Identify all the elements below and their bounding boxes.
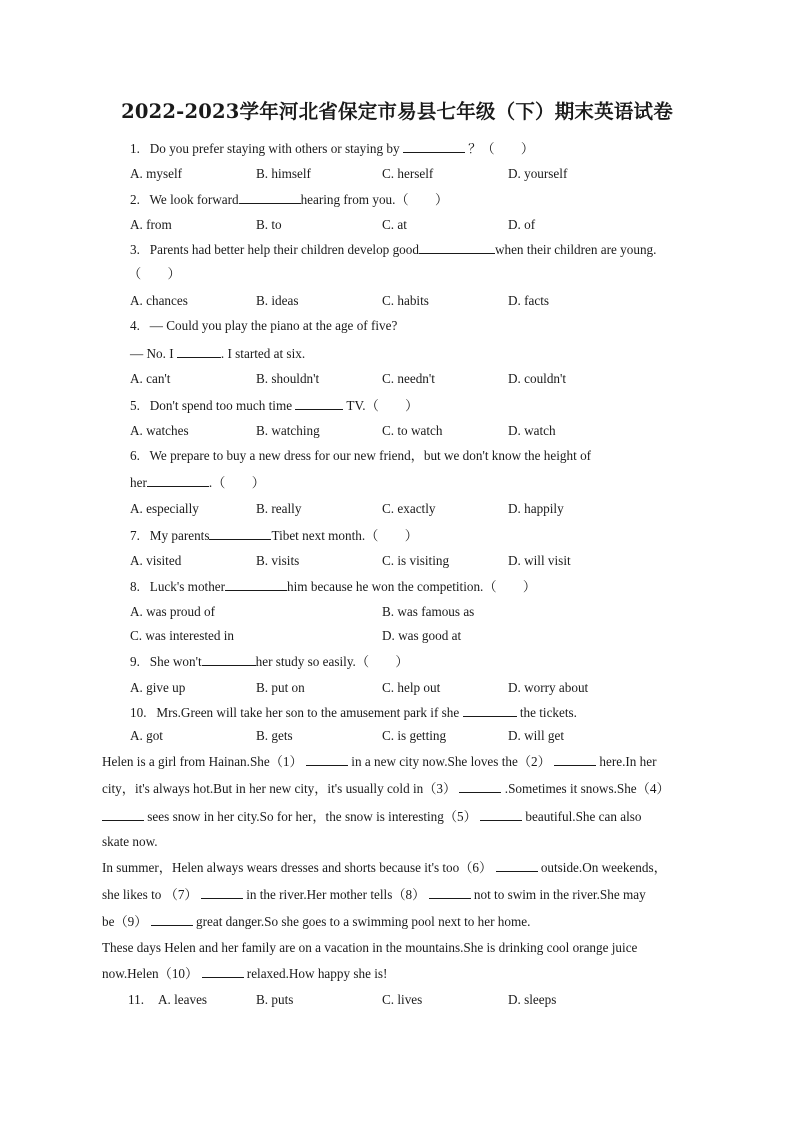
- question-text: — Could you play the piano at the age of five?: [149, 318, 398, 333]
- question-number: 9.: [130, 654, 140, 669]
- option-c[interactable]: C. habits: [382, 293, 429, 308]
- passage-text: here.In her: [596, 754, 657, 769]
- option-d[interactable]: D. will get: [508, 728, 565, 743]
- question-text: Luck's mother: [149, 579, 226, 594]
- question-text: Mrs.Green will take her son to the amusement park if she: [156, 705, 463, 720]
- answer-blank[interactable]: [225, 578, 287, 591]
- passage-line-6: [102, 886, 646, 903]
- question-number: 6.: [130, 448, 140, 463]
- passage-text: In summer，Helen always wears dresses and shorts because it's too（6）: [102, 860, 496, 875]
- option-d[interactable]: D. sleeps: [508, 992, 557, 1007]
- option-a[interactable]: A. myself: [130, 166, 183, 181]
- option-b[interactable]: B. visits: [256, 553, 300, 568]
- question-number: 3.: [130, 242, 140, 257]
- question-text: — No. I: [130, 346, 177, 361]
- passage-text: .Sometimes it snows.She（4）: [501, 781, 670, 796]
- option-a[interactable]: A. got: [130, 728, 163, 743]
- question-number: 2.: [130, 192, 140, 207]
- option-b[interactable]: B. was famous as: [382, 604, 475, 619]
- question-2-stem: [130, 191, 448, 208]
- question-text: the tickets.: [516, 705, 577, 720]
- passage-text: These days Helen and her family are on a vacation in the mountains.She is drinking cool orange juice: [102, 940, 638, 955]
- option-c[interactable]: C. is visiting: [382, 553, 450, 568]
- question-text: Parents had better help their children develop good: [149, 242, 419, 257]
- option-a[interactable]: A. from: [130, 217, 172, 232]
- passage-text: sees snow in her city.So for her，the snow is interesting（5）: [144, 809, 481, 824]
- question-text: her study so easily.（ ）: [255, 654, 409, 669]
- passage-line-5: [102, 859, 667, 876]
- option-a[interactable]: A. was proud of: [130, 604, 215, 619]
- question-1-stem: [130, 140, 534, 157]
- question-4-reply: [130, 345, 305, 362]
- question-4-stem: [130, 318, 397, 334]
- passage-text: outside.On weekends，: [537, 860, 667, 875]
- option-a[interactable]: A. chances: [130, 293, 188, 308]
- answer-blank[interactable]: [177, 345, 221, 358]
- answer-blank[interactable]: [463, 704, 517, 717]
- answer-blank[interactable]: [429, 886, 471, 899]
- answer-blank[interactable]: [102, 808, 144, 821]
- question-text: Tibet next month.（ ）: [271, 528, 418, 543]
- answer-blank[interactable]: [496, 859, 538, 872]
- passage-line-2: [102, 780, 670, 797]
- passage-text: skate now.: [102, 834, 158, 849]
- option-a[interactable]: A. watches: [130, 423, 189, 438]
- option-a[interactable]: A. visited: [130, 553, 182, 568]
- answer-blank[interactable]: [239, 191, 301, 204]
- option-d[interactable]: D. facts: [508, 293, 550, 308]
- question-6-cont: [130, 474, 265, 491]
- question-text: hearing from you.（ ）: [300, 192, 449, 207]
- option-c[interactable]: C. to watch: [382, 423, 443, 438]
- question-text: She won't: [149, 654, 202, 669]
- question-6-stem: [130, 448, 591, 464]
- question-text: ？（ ）: [464, 141, 535, 156]
- question-8-stem: [130, 578, 536, 595]
- option-b[interactable]: B. really: [256, 501, 302, 516]
- question-9-stem: [130, 653, 409, 670]
- option-c[interactable]: C. help out: [382, 680, 441, 695]
- option-c[interactable]: C. lives: [382, 992, 423, 1007]
- passage-text: city，it's always hot.But in her new city，it's usually cold in（3）: [102, 781, 460, 796]
- page-title: 2022-2023学年河北省保定市易县七年级（下）期末英语试卷: [121, 100, 673, 123]
- option-b[interactable]: B. ideas: [256, 293, 299, 308]
- option-c[interactable]: C. exactly: [382, 501, 436, 516]
- option-b[interactable]: B. himself: [256, 166, 311, 181]
- question-text: him because he won the competition.（ ）: [287, 579, 537, 594]
- answer-blank[interactable]: [480, 808, 522, 821]
- passage-line-7: [102, 913, 530, 930]
- answer-blank[interactable]: [202, 965, 244, 978]
- option-b[interactable]: B. shouldn't: [256, 371, 320, 386]
- answer-blank[interactable]: [306, 753, 348, 766]
- question-number: 10.: [130, 705, 147, 720]
- option-c[interactable]: C. needn't: [382, 371, 435, 386]
- answer-blank[interactable]: [295, 397, 343, 410]
- question-text: Do you prefer staying with others or staying by: [149, 141, 403, 156]
- passage-line-1: [102, 753, 657, 770]
- answer-blank[interactable]: [201, 886, 243, 899]
- answer-blank[interactable]: [419, 241, 495, 254]
- passage-text: Helen is a girl from Hainan.She（1）: [102, 754, 306, 769]
- answer-blank[interactable]: [151, 913, 193, 926]
- passage-line-4: [102, 834, 158, 850]
- option-a[interactable]: A. can't: [130, 371, 171, 386]
- passage-text: in the river.Her mother tells（8）: [242, 887, 429, 902]
- passage-line-8: [102, 940, 637, 956]
- question-5-stem: [130, 397, 418, 414]
- option-a[interactable]: A. give up: [130, 680, 186, 695]
- option-c[interactable]: C. herself: [382, 166, 434, 181]
- option-d[interactable]: D. couldn't: [508, 371, 567, 386]
- question-3-stem: [130, 241, 656, 258]
- passage-line-9: [102, 965, 387, 982]
- option-c[interactable]: C. at: [382, 217, 407, 232]
- option-d[interactable]: D. will visit: [508, 553, 571, 568]
- question-number: 8.: [130, 579, 140, 594]
- answer-blank[interactable]: [209, 527, 271, 540]
- question-text: We look forward: [149, 192, 239, 207]
- option-b[interactable]: B. put on: [256, 680, 305, 695]
- option-d[interactable]: D. was good at: [382, 628, 462, 643]
- option-b[interactable]: B. gets: [256, 728, 293, 743]
- question-number: 1.: [130, 141, 140, 156]
- question-text: . I started at six.: [220, 346, 306, 361]
- question-3-paren: （ ）: [128, 266, 181, 281]
- option-c[interactable]: C. was interested in: [130, 628, 235, 643]
- passage-text: great danger.So she goes to a swimming pool next to her home.: [192, 914, 531, 929]
- option-a[interactable]: A. especially: [130, 501, 199, 516]
- passage-text: be（9）: [102, 914, 151, 929]
- answer-blank[interactable]: [459, 780, 501, 793]
- option-d[interactable]: D. worry about: [508, 680, 589, 695]
- passage-text: she likes to （7）: [102, 887, 201, 902]
- option-c[interactable]: C. is getting: [382, 728, 447, 743]
- passage-text: relaxed.How happy she is!: [243, 966, 388, 981]
- question-number: 7.: [130, 528, 140, 543]
- question-text: We prepare to buy a new dress for our new friend，but we don't know the height of: [149, 448, 592, 463]
- question-text: when their children are young.: [494, 242, 657, 257]
- question-10-stem: [130, 704, 577, 721]
- question-7-stem: [130, 527, 418, 544]
- question-text: her: [130, 475, 147, 490]
- option-b[interactable]: B. watching: [256, 423, 320, 438]
- option-d[interactable]: D. yourself: [508, 166, 568, 181]
- option-a[interactable]: A. leaves: [158, 992, 208, 1007]
- answer-blank[interactable]: [554, 753, 596, 766]
- option-b[interactable]: B. to: [256, 217, 282, 232]
- option-d[interactable]: D. of: [508, 217, 536, 232]
- question-number: 5.: [130, 398, 140, 413]
- question-text: .（ ）: [208, 475, 265, 490]
- answer-blank[interactable]: [202, 653, 256, 666]
- option-b[interactable]: B. puts: [256, 992, 294, 1007]
- passage-text: now.Helen（10）: [102, 966, 202, 981]
- option-d[interactable]: D. watch: [508, 423, 556, 438]
- question-11-number: 11.: [128, 992, 144, 1007]
- passage-text: in a new city now.She loves the（2）: [348, 754, 555, 769]
- passage-text: beautiful.She can also: [522, 809, 642, 824]
- option-d[interactable]: D. happily: [508, 501, 564, 516]
- answer-blank[interactable]: [147, 474, 209, 487]
- question-text: My parents: [149, 528, 210, 543]
- question-text: Don't spend too much time: [149, 398, 296, 413]
- answer-blank[interactable]: [403, 140, 465, 153]
- question-number: 4.: [130, 318, 140, 333]
- question-text: TV.（ ）: [343, 398, 419, 413]
- passage-text: not to swim in the river.She may: [470, 887, 646, 902]
- passage-line-3: [102, 808, 642, 825]
